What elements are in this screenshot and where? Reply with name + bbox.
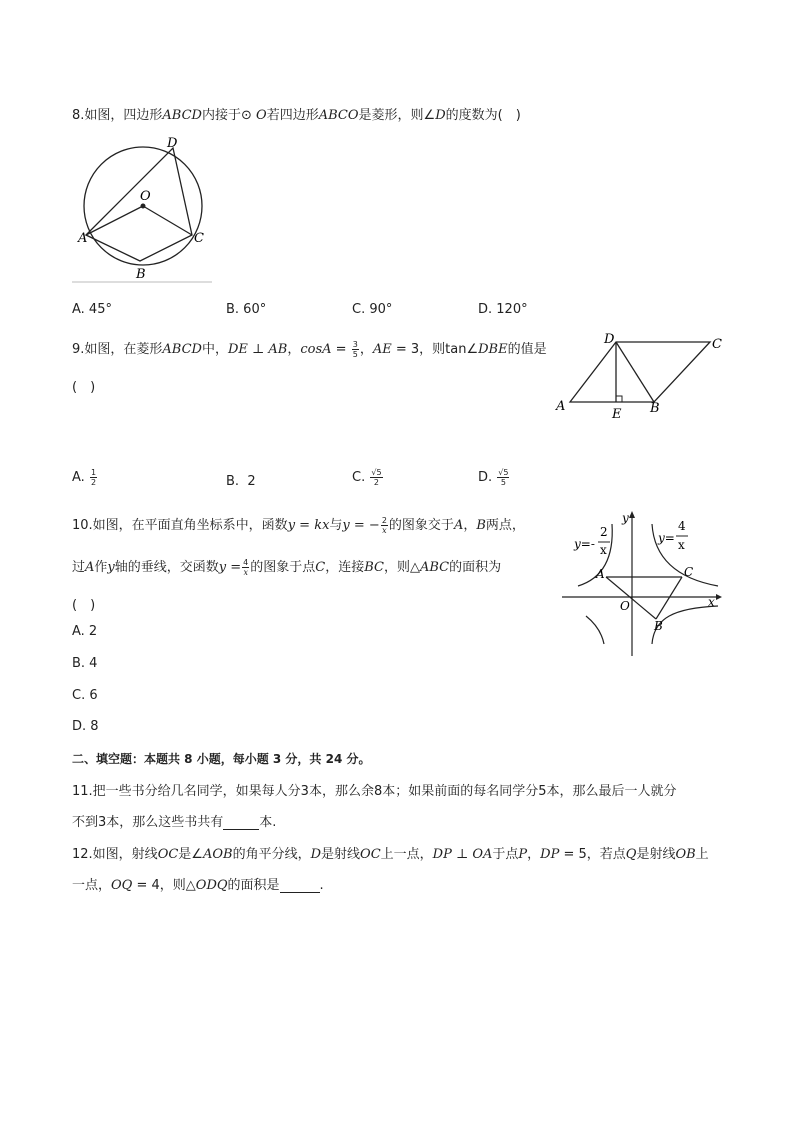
- q10-option-b[interactable]: B. 4: [72, 656, 98, 671]
- q10-line-ab: [606, 577, 656, 619]
- q8-stem: 8.如图，四边形ABCD内接于⊙ O若四边形ABCO是菱形，则∠D的度数为( ): [72, 108, 521, 123]
- q9-rhombus: [570, 342, 710, 402]
- q9-paren: ( ): [72, 380, 96, 395]
- q10-left-num: 2: [600, 525, 608, 539]
- q8-label-a: A: [78, 231, 88, 246]
- q10-curve-neg2-q4-b: [586, 616, 604, 644]
- q12-answer-blank[interactable]: [280, 880, 320, 893]
- q9-label-b: B: [650, 401, 660, 416]
- q8-segment-ao: [86, 206, 143, 235]
- q9-stem: 9.如图，在菱形ABCD中，DE ⊥ AB，cosA = $\frac{3}{5}$ ，AE = 3，则tan∠DBE的值是: [72, 340, 547, 359]
- q9-option-d[interactable]: D. $\frac{√5}{5}$: [478, 468, 509, 487]
- q10-left-den: x: [600, 543, 607, 557]
- q10-x-axis-arrow: [716, 594, 722, 600]
- q10-four-over-x: $\frac{4}{x}$: [243, 558, 249, 577]
- q8-label-o: O: [140, 189, 151, 204]
- q10-label-c: C: [684, 565, 694, 579]
- q10-option-c[interactable]: C. 6: [72, 688, 98, 703]
- q9-cos-fraction: $\frac{3}{5}$: [352, 340, 358, 359]
- q10-label-o: O: [620, 599, 630, 613]
- q10-option-d[interactable]: D. 8: [72, 719, 99, 734]
- q8-label-c: C: [194, 231, 204, 246]
- q10-y-label: y: [622, 511, 629, 525]
- q9-right-angle-mark: [616, 396, 622, 402]
- q9-option-b[interactable]: B. 2: [226, 474, 256, 489]
- q10-y-axis-arrow: [629, 511, 635, 518]
- q9-segment-db: [616, 342, 654, 402]
- q8-option-a[interactable]: A. 45°: [72, 302, 112, 317]
- section-2-title: 二、填空题：本题共 8 小题，每小题 3 分，共 24 分。: [72, 752, 371, 766]
- q9-option-a[interactable]: A. $\frac{1}{2}$: [72, 468, 97, 487]
- q8-option-c[interactable]: C. 90°: [352, 302, 393, 317]
- q8-quad-abcd: [86, 148, 192, 261]
- q11-answer-blank[interactable]: [223, 817, 259, 830]
- q12-line1: 12.如图，射线OC是∠AOB的角平分线，D是射线OC上一点，DP ⊥ OA于点P，DP = 5，若点Q是射线OB上: [72, 847, 709, 862]
- q9-option-a-fraction: $\frac{1}{2}$: [90, 468, 97, 487]
- q8-segment-oc: [143, 206, 192, 235]
- q12-line2: 一点，OQ = 4，则△ODQ的面积是 .: [72, 878, 324, 893]
- q10-left-func: y=-: [574, 537, 595, 551]
- q9-option-c-fraction: $\frac{√5}{2}$: [371, 468, 382, 487]
- q10-neg-two-over-x: $\frac{2}{x}$: [381, 516, 387, 535]
- q9-label-c: C: [712, 337, 722, 352]
- q9-label-e: E: [612, 407, 622, 422]
- q8-center-dot: [141, 204, 146, 209]
- q8-figure: [70, 132, 220, 284]
- q10-x-label: x: [708, 595, 715, 609]
- q10-label-b: B: [654, 619, 663, 633]
- q8-label-d: D: [167, 136, 178, 151]
- q11-line2: 不到3本，那么这些书共有 本.: [72, 815, 277, 830]
- q9-label-a: A: [556, 399, 566, 414]
- q10-option-a[interactable]: A. 2: [72, 624, 98, 639]
- q10-right-func: y=: [658, 531, 675, 545]
- q10-right-num: 4: [678, 519, 686, 533]
- q10-stem-line1: 10.如图，在平面直角坐标系中，函数y = kx与y = − $\frac{2}{x}$ 的图象交于A，B两点，: [72, 516, 525, 535]
- q10-stem-line2: 过A作y轴的垂线，交函数y = $\frac{4}{x}$ 的图象于点C，连接BC，则△ABC的面积为: [72, 558, 502, 577]
- q9-option-c[interactable]: C. $\frac{√5}{2}$: [352, 468, 382, 487]
- q9-option-d-fraction: $\frac{√5}{5}$: [498, 468, 509, 487]
- q10-label-a: A: [596, 567, 605, 581]
- q10-graph: [556, 506, 726, 662]
- q8-option-d[interactable]: D. 120°: [478, 302, 528, 317]
- q10-right-den: x: [678, 538, 685, 552]
- q10-paren: ( ): [72, 598, 96, 613]
- q8-label-b: B: [136, 267, 146, 282]
- q11-line1: 11.把一些书分给几名同学，如果每人分3本，那么余8本；如果前面的每名同学分5本，那么最后一人就分: [72, 784, 677, 799]
- q9-figure: [550, 330, 730, 422]
- q9-label-d: D: [604, 332, 615, 347]
- q8-option-b[interactable]: B. 60°: [226, 302, 267, 317]
